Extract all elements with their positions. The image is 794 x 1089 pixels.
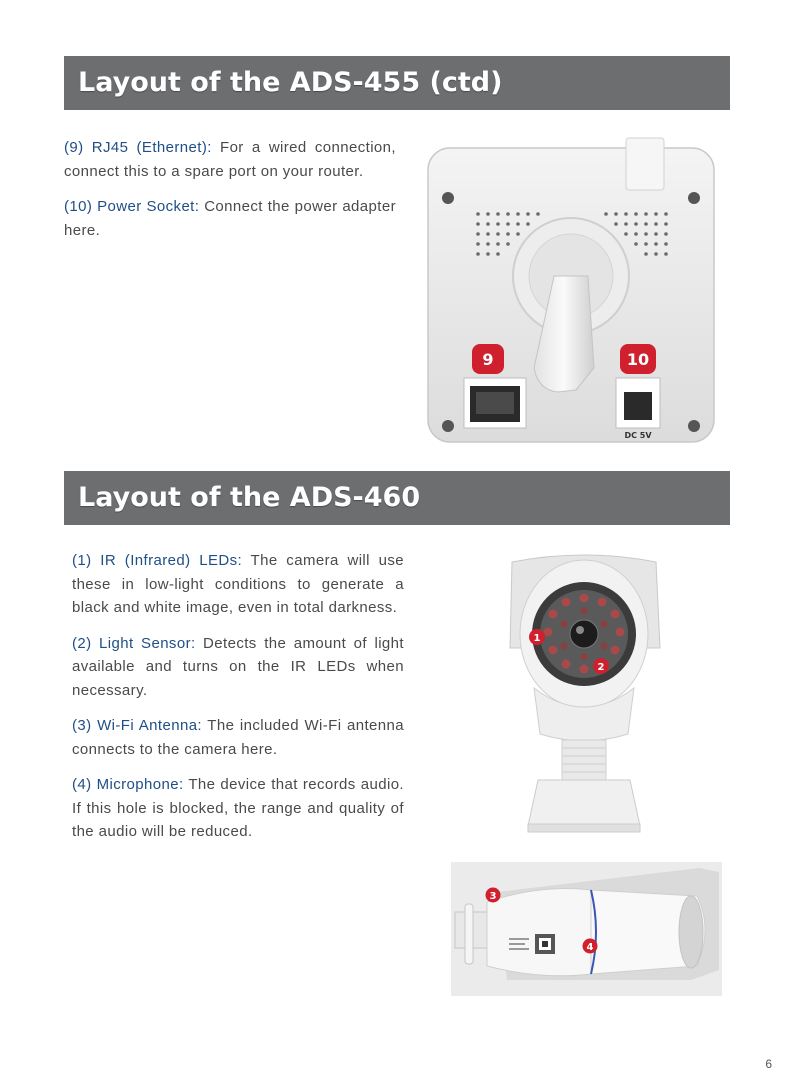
- ads-460-description: [72, 549, 404, 856]
- section-title-ads-455: Layout of the ADS-455 (ctd): [64, 56, 730, 110]
- item-term: (10) Power Socket:: [64, 198, 200, 215]
- item-wifi-antenna: [72, 714, 404, 761]
- item-microphone: [72, 773, 404, 844]
- item-description: The camera will use these in low-light conditions to generate a black and white image, even in total darkness.: [72, 552, 405, 616]
- callout-3: 3: [489, 891, 497, 902]
- ads-460-front-photo: [500, 548, 670, 836]
- dc-5v-label: DC 5V: [624, 431, 652, 440]
- section-title-ads-460: Layout of the ADS-460: [64, 471, 730, 525]
- item-description: Connect the power adapter here.: [64, 198, 396, 239]
- item-description: The device that records audio. If this hole is blocked, the range and quality of the audio will be reduced.: [72, 776, 405, 840]
- ads-460-side-photo: [451, 862, 722, 996]
- page-number: 6: [765, 1057, 772, 1071]
- callout-2: 2: [597, 662, 605, 673]
- callout-1: 1: [533, 633, 541, 644]
- ads-455-rear-photo: [426, 136, 716, 444]
- callout-9: 9: [482, 350, 494, 369]
- item-power-socket: [64, 195, 396, 242]
- item-description: The included Wi-Fi antenna connects to the camera here.: [72, 717, 405, 758]
- item-term: (2) Light Sensor:: [72, 634, 196, 652]
- item-description: Detects the amount of light available and turns on the IR LEDs when necessary.: [72, 634, 404, 699]
- item-term: (9) RJ45 (Ethernet):: [64, 139, 212, 156]
- callout-10: 10: [626, 350, 650, 369]
- item-ir-leds: [72, 549, 404, 620]
- item-term: (3) Wi-Fi Antenna:: [72, 717, 203, 734]
- item-rj45: [64, 136, 396, 183]
- item-light-sensor: [72, 632, 404, 703]
- item-term: (4) Microphone:: [72, 776, 184, 793]
- item-description: For a wired connection, connect this to a spare port on your router.: [64, 139, 396, 180]
- ads-455-description: [64, 136, 396, 254]
- callout-4: 4: [586, 942, 594, 953]
- item-term: (1) IR (Infrared) LEDs:: [72, 552, 243, 569]
